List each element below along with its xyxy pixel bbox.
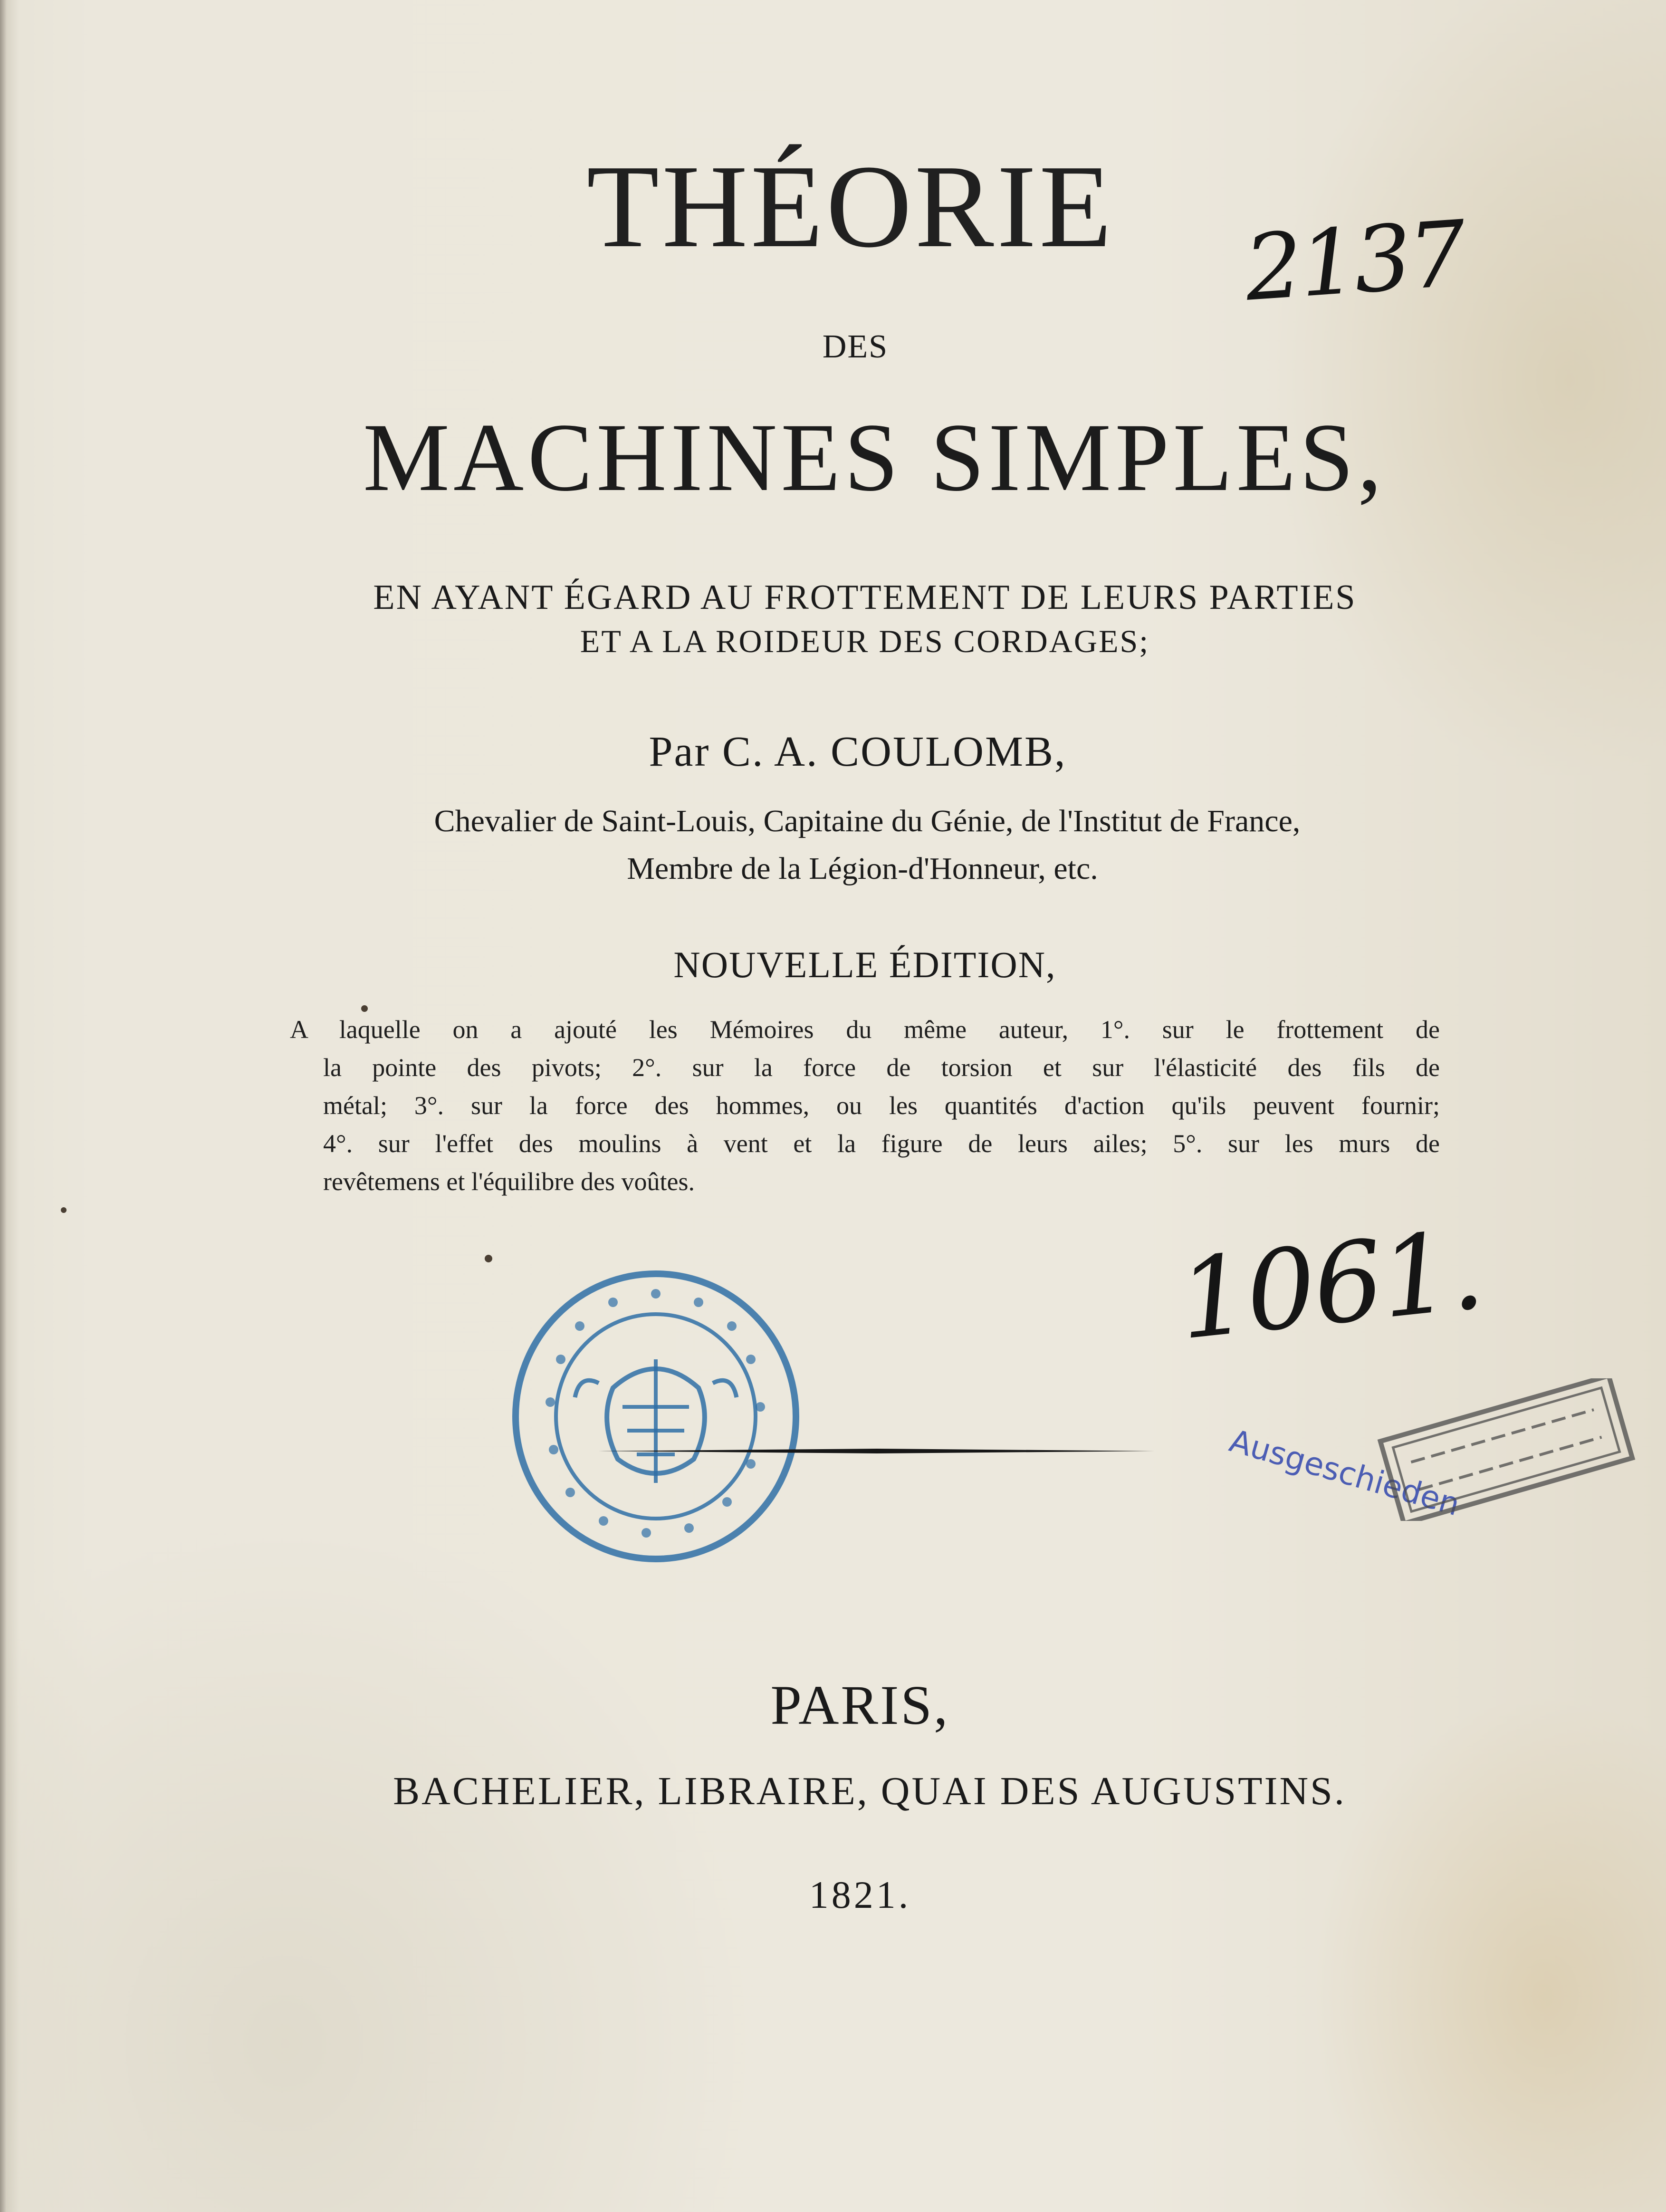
author-credentials-line-1: Chevalier de Saint-Louis, Capitaine du Génie, de l'Institut de France, bbox=[434, 804, 1301, 838]
title-machines-simples: MACHINES SIMPLES, bbox=[363, 404, 1386, 511]
description-line: métal; 3°. sur la force des hommes, ou les quantités d'action qu'ils peuvent fournir; bbox=[323, 1091, 1440, 1120]
ink-spot bbox=[485, 1255, 492, 1262]
subtitle-line-2: ET A LA ROIDEUR DES CORDAGES; bbox=[580, 623, 1150, 659]
horizontal-rule bbox=[599, 1448, 1155, 1454]
handwritten-shelf-number-middle: 1061. bbox=[1172, 1206, 1488, 1365]
title-connector: DES bbox=[822, 328, 889, 365]
imprint-year: 1821. bbox=[809, 1873, 911, 1916]
ausgeschieden-stamp: Ausgeschieden bbox=[1226, 1422, 1464, 1523]
description-line: 4°. sur l'effet des moulins à vent et la figure de leurs ailes; 5°. sur les murs de bbox=[323, 1129, 1440, 1158]
book-spine-edge bbox=[0, 0, 7, 2212]
description-line: la pointe des pivots; 2°. sur la force de torsion et sur l'élasticité des fils de bbox=[323, 1053, 1440, 1082]
subtitle-line-1: EN AYANT ÉGARD AU FROTTEMENT DE LEURS PARTIES bbox=[373, 578, 1357, 617]
edition-heading: NOUVELLE ÉDITION, bbox=[673, 944, 1056, 985]
author-credentials-line-2: Membre de la Légion-d'Honneur, etc. bbox=[627, 851, 1098, 886]
collegio-rectangular-stamp bbox=[1369, 1378, 1644, 1521]
author-line: Par C. A. COULOMB, bbox=[649, 728, 1067, 775]
imprint-publisher: BACHELIER, LIBRAIRE, QUAI DES AUGUSTINS. bbox=[393, 1769, 1346, 1813]
ink-spot bbox=[61, 1207, 67, 1213]
handwritten-shelf-number-top: 2137 bbox=[1241, 201, 1467, 321]
library-stamp bbox=[504, 1264, 808, 1568]
ink-spot bbox=[361, 1005, 368, 1012]
description-line: A laquelle on a ajouté les Mémoires du même auteur, 1°. sur le frottement de bbox=[290, 1015, 1440, 1044]
title-theorie: THÉORIE bbox=[586, 141, 1115, 272]
description-line: revêtemens et l'équilibre des voûtes. bbox=[323, 1167, 695, 1196]
imprint-place: PARIS, bbox=[770, 1674, 950, 1736]
